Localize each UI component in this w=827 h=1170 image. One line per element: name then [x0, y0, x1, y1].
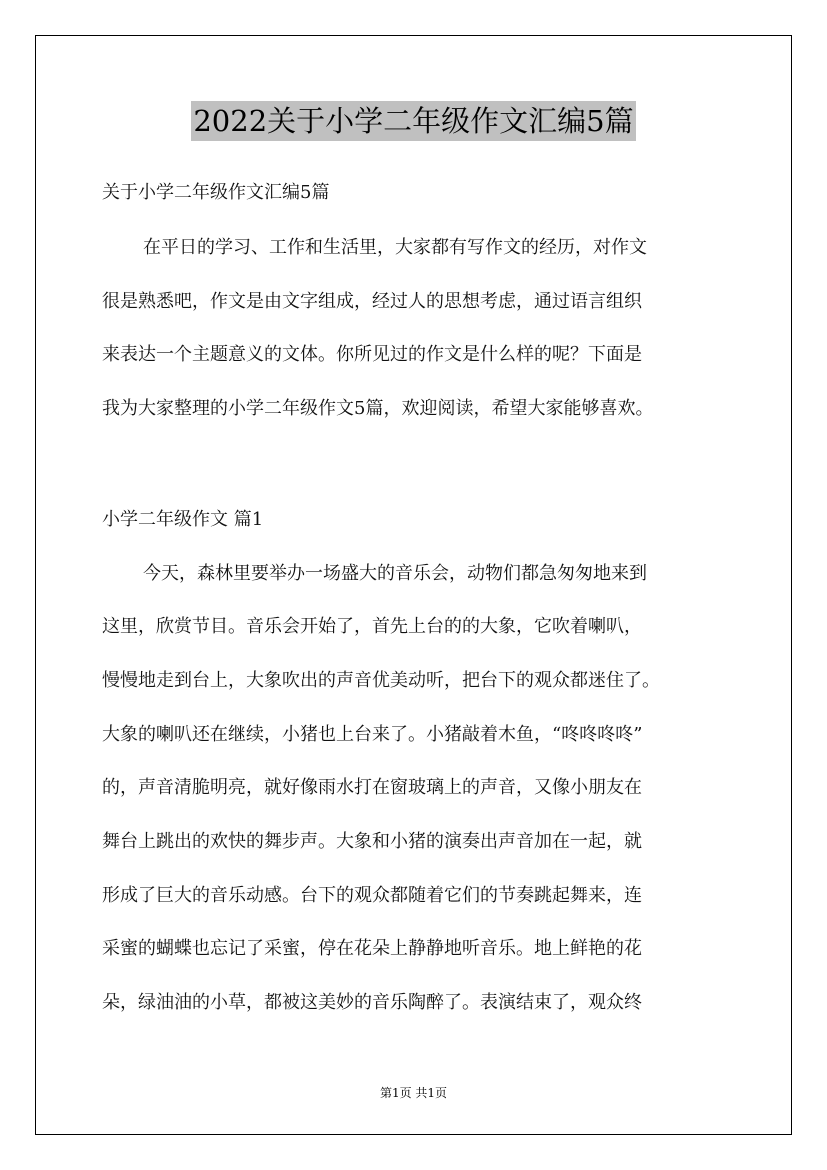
essay-line: 采蜜的蝴蝶也忘记了采蜜，停在花朵上静静地听音乐。地上鲜艳的花: [102, 938, 642, 959]
document-title: 2022关于小学二年级作文汇编5篇: [191, 101, 635, 141]
intro-line: 很是熟悉吧，作文是由文字组成，经过人的思想考虑，通过语言组织: [102, 291, 642, 312]
essay-line: 朵，绿油油的小草，都被这美妙的音乐陶醉了。表演结束了，观众终: [102, 992, 642, 1013]
page-footer: 第1页 共1页: [379, 1086, 448, 1100]
intro-line: 在平日的学习、工作和生活里，大家都有写作文的经历，对作文: [143, 237, 647, 258]
essay-line: 这里，欣赏节目。音乐会开始了，首先上台的的大象，它吹着喇叭，: [102, 616, 642, 637]
essay-line: 慢慢地走到台上，大象吹出的声音优美动听，把台下的观众都迷住了。: [102, 670, 660, 691]
essay-line: 大象的喇叭还在继续，小猪也上台来了。小猪敲着木鱼，“咚咚咚咚”: [102, 724, 643, 745]
subtitle: 关于小学二年级作文汇编5篇: [102, 182, 330, 203]
essay-line: 形成了巨大的音乐动感。台下的观众都随着它们的节奏跳起舞来，连: [102, 885, 642, 906]
essay-line: 今天，森林里要举办一场盛大的音乐会，动物们都急匆匆地来到: [143, 563, 647, 584]
essay-line: 的，声音清脆明亮，就好像雨水打在窗玻璃上的声音，又像小朋友在: [102, 777, 642, 798]
section-heading: 小学二年级作文 篇1: [102, 509, 264, 530]
title-container: [0, 101, 827, 141]
intro-line: 我为大家整理的小学二年级作文5篇，欢迎阅读，希望大家能够喜欢。: [102, 398, 654, 419]
intro-line: 来表达一个主题意义的文体。你所见过的作文是什么样的呢？下面是: [102, 344, 642, 365]
essay-line: 舞台上跳出的欢快的舞步声。大象和小猪的演奏出声音加在一起，就: [102, 831, 642, 852]
